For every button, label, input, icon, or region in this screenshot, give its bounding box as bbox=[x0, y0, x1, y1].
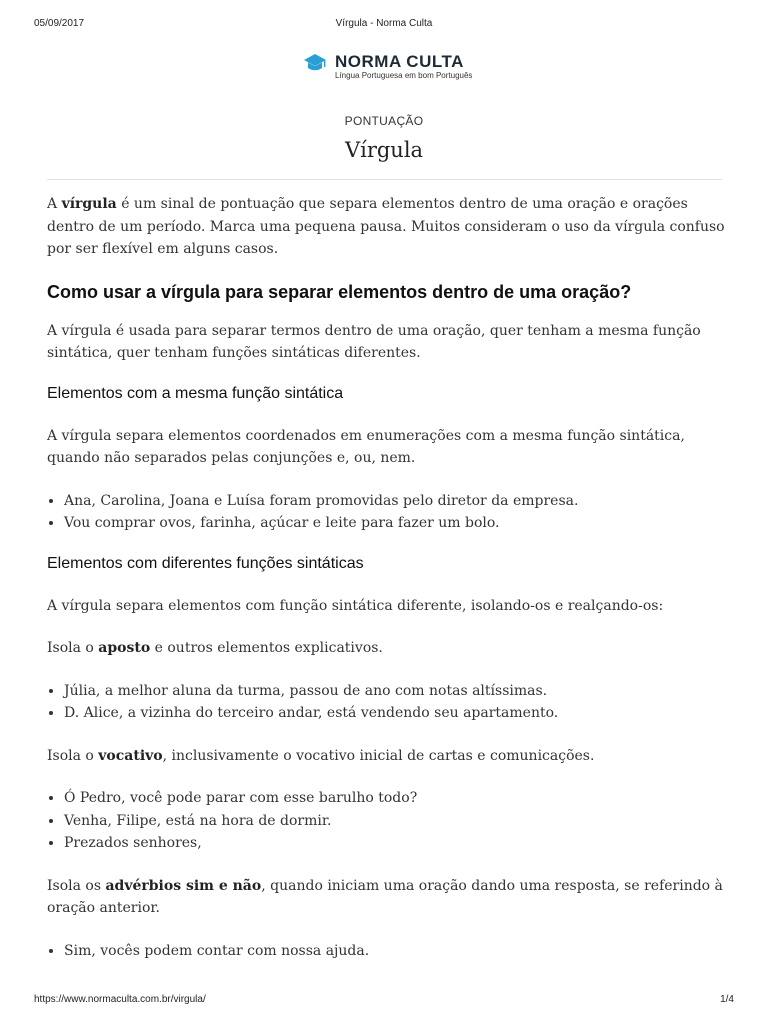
title-divider bbox=[47, 179, 722, 180]
intro-paragraph: A vírgula é um sinal de pontuação que separa elementos dentro de uma oração e orações dentro de um período. Marca uma pequena pausa. Muitos consideram o uso da vírgula confuso por ser flexível em alguns casos. bbox=[47, 196, 725, 257]
aposto-list bbox=[47, 680, 725, 725]
print-header bbox=[34, 18, 734, 32]
subsection-heading-same-function: Elementos com a mesma função sintática bbox=[47, 384, 344, 402]
same-function-paragraph: A vírgula separa elementos coordenados em enumerações com a mesma função sintática, quando não separados pelas conjunções e, ou, nem. bbox=[47, 427, 685, 466]
section-paragraph: A vírgula é usada para separar termos dentro de uma oração, quer tenham a mesma função sintática, quer tenham funções sintáticas diferentes. bbox=[47, 322, 701, 361]
different-functions-paragraph: A vírgula separa elementos com função sintática diferente, isolando-os e realçando-os: bbox=[47, 597, 664, 614]
list-item: • D. Alice, a vizinha do terceiro andar, está vendendo seu apartamento. bbox=[64, 702, 725, 725]
list-item: • Venha, Filipe, está na hora de dormir. bbox=[64, 810, 725, 833]
list-item: • Sim, vocês podem contar com nossa ajuda. bbox=[64, 940, 725, 963]
subsection-heading-different-functions: Elementos com diferentes funções sintáticas bbox=[47, 554, 364, 572]
list-item: • Vou comprar ovos, farinha, açúcar e leite para fazer um bolo. bbox=[64, 512, 725, 535]
article-category[interactable]: PONTUAÇÃO bbox=[344, 114, 424, 128]
print-footer bbox=[34, 994, 734, 1008]
logo-tagline: Língua Portuguesa em bom Português bbox=[335, 71, 473, 80]
adverbios-list bbox=[47, 940, 725, 963]
print-url[interactable]: https://www.normaculta.com.br/virgula/ bbox=[34, 994, 206, 1005]
article-body bbox=[47, 193, 725, 962]
graduation-cap-icon bbox=[303, 52, 327, 74]
aposto-paragraph: Isola o aposto e outros elementos explicativos. bbox=[47, 640, 383, 656]
logo-brand: NORMA CULTA bbox=[335, 52, 464, 71]
vocativo-list bbox=[47, 787, 725, 855]
same-function-list bbox=[47, 490, 725, 535]
print-page-title: Vírgula - Norma Culta bbox=[335, 18, 433, 29]
list-item: • Ó Pedro, você pode parar com esse barulho todo? bbox=[64, 787, 725, 810]
adverbios-paragraph: Isola os advérbios sim e não, quando iniciam uma oração dando uma resposta, se referindo à oração anterior. bbox=[47, 877, 723, 916]
list-item: • Ana, Carolina, Joana e Luísa foram promovidas pelo diretor da empresa. bbox=[64, 490, 725, 513]
section-heading: Como usar a vírgula para separar elementos dentro de uma oração? bbox=[47, 281, 632, 302]
list-item: • Prezados senhores, bbox=[64, 832, 725, 855]
vocativo-paragraph: Isola o vocativo, inclusivamente o vocativo inicial de cartas e comunicações. bbox=[47, 747, 595, 764]
list-item: • Júlia, a melhor aluna da turma, passou de ano com notas altíssimas. bbox=[64, 680, 725, 703]
print-date: 05/09/2017 bbox=[34, 18, 85, 29]
article-title: Vírgula bbox=[344, 138, 424, 162]
print-page-number: 1/4 bbox=[720, 994, 734, 1005]
